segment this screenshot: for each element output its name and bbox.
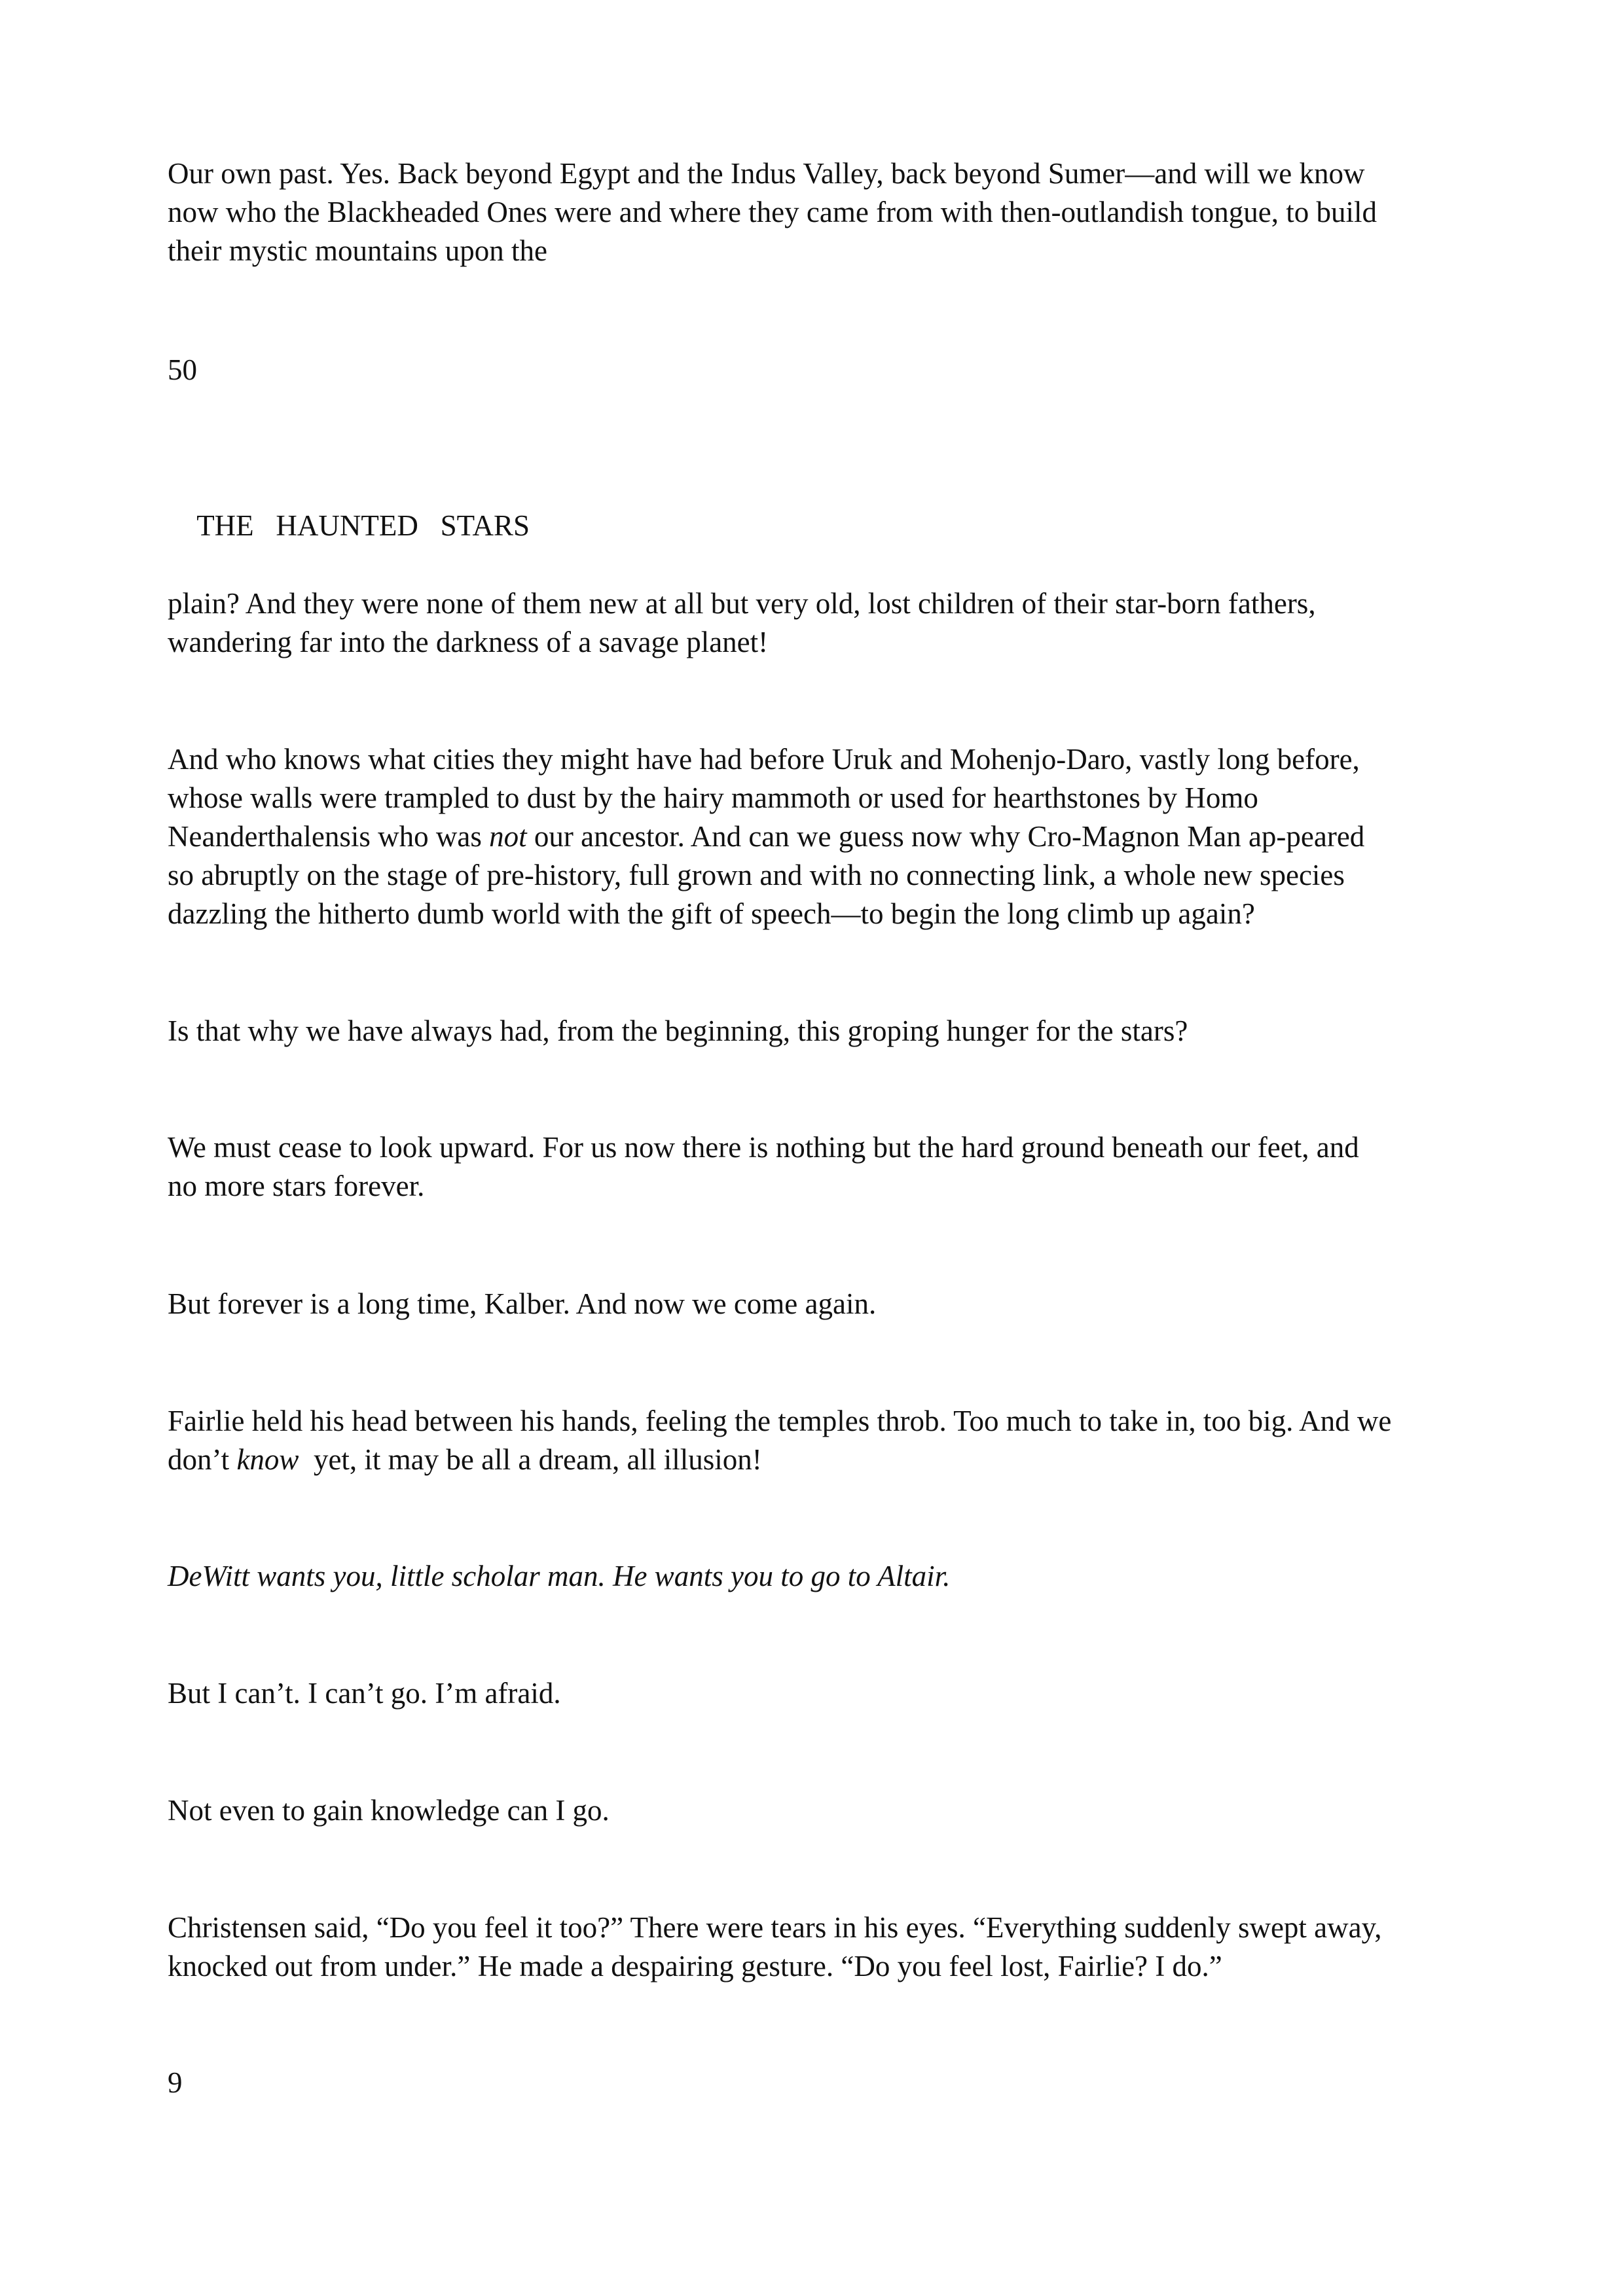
text-line: Is that why we have always had, from the beginning, this groping hunger for the stars? bbox=[168, 1014, 1188, 1047]
paragraph-dewitt-italic bbox=[168, 1557, 1464, 1596]
paragraph-our-own-past bbox=[168, 154, 1464, 270]
paragraph-plain bbox=[168, 584, 1464, 662]
text-run: yet, it may be all a dream, all illusion! bbox=[299, 1443, 762, 1476]
text-line: knocked out from under.” He made a despairing gesture. “Do you feel lost, Fairlie? I do.” bbox=[168, 1950, 1222, 1982]
paragraph-who-knows bbox=[168, 740, 1464, 933]
text-line: Not even to gain knowledge can I go. bbox=[168, 1794, 610, 1827]
text-line: no more stars forever. bbox=[168, 1170, 425, 1202]
text-line: And who knows what cities they might have had before Uruk and Mohenjo-Daro, vastly long before, bbox=[168, 743, 1360, 776]
text-run: Neanderthalensis who was bbox=[168, 820, 490, 853]
paragraph-fairlie-head bbox=[168, 1402, 1464, 1479]
text-run: our ancestor. And can we guess now why Cro-Magnon Man ap-peared bbox=[526, 820, 1365, 853]
page-number: 9 bbox=[168, 2066, 183, 2099]
text-line: wandering far into the darkness of a savage planet! bbox=[168, 626, 769, 658]
text-line: But I can’t. I can’t go. I’m afraid. bbox=[168, 1677, 561, 1710]
text-line: now who the Blackheaded Ones were and where they came from with then-outlandish tongue, to build bbox=[168, 196, 1377, 228]
text-line: their mystic mountains upon the bbox=[168, 234, 547, 267]
text-line bbox=[168, 1443, 762, 1476]
running-head bbox=[168, 468, 1464, 584]
paragraph-christensen bbox=[168, 1909, 1464, 1986]
italic-text-run: know bbox=[236, 1443, 299, 1476]
text-run: don’t bbox=[168, 1443, 237, 1476]
text-line: DeWitt wants you, little scholar man. He wants you to go to Altair. bbox=[168, 1560, 951, 1592]
text-line: But forever is a long time, Kalber. And now we come again. bbox=[168, 1287, 877, 1320]
text-line: plain? And they were none of them new at all but very old, lost children of their star-born fathers, bbox=[168, 587, 1316, 620]
text-line: whose walls were trampled to dust by the hairy mammoth or used for hearthstones by Homo bbox=[168, 781, 1258, 814]
text-line: dazzling the hitherto dumb world with the gift of speech—to begin the long climb up again? bbox=[168, 897, 1255, 930]
text-line: Christensen said, “Do you feel it too?” There were tears in his eyes. “Everything suddenly swept away, bbox=[168, 1911, 1382, 1944]
paragraph-forever bbox=[168, 1285, 1464, 1323]
text-line: Fairlie held his head between his hands, feeling the temples throb. Too much to take in, too big. And we bbox=[168, 1405, 1392, 1437]
text-line: Our own past. Yes. Back beyond Egypt and the Indus Valley, back beyond Sumer—and will we know bbox=[168, 157, 1365, 190]
text-line: so abruptly on the stage of pre-history, full grown and with no connecting link, a whole new species bbox=[168, 859, 1345, 891]
page-number: 50 bbox=[168, 353, 197, 386]
text-line bbox=[168, 820, 1364, 853]
paragraph-cease-to-look bbox=[168, 1128, 1464, 1206]
page-number-9 bbox=[168, 2064, 1464, 2102]
paragraph-groping-hunger bbox=[168, 1012, 1464, 1050]
italic-text-run: not bbox=[489, 820, 527, 853]
page-number-50 bbox=[168, 351, 1464, 389]
paragraph-cant-go bbox=[168, 1674, 1464, 1713]
text-line: We must cease to look upward. For us now there is nothing but the hard ground beneath our feet, and bbox=[168, 1131, 1359, 1164]
paragraph-knowledge bbox=[168, 1791, 1464, 1830]
running-head-title: THE HAUNTED STARS bbox=[196, 509, 530, 542]
